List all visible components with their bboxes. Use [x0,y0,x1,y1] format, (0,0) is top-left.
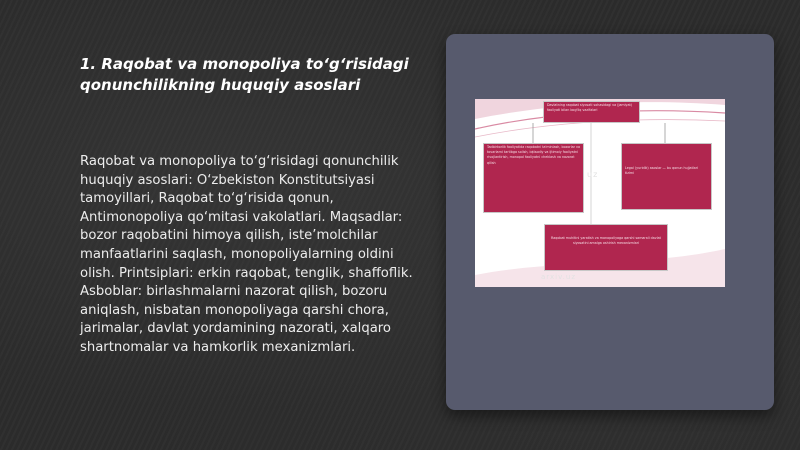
diagram-box-top: Davlatning raqobat siyosati sohasidagi va (jamiyat) faoliyati bilan bog'liq vazifalari [543,101,640,123]
diagram-image [475,99,725,287]
diagram-box-bottom: Raqobat muhitini yaratish va monopoliyaga qarshi samarali davlat siyosatini amalga oshirish mexanizmlari [544,224,668,271]
diagram-box-left: Tadbirkorlik faoliyatida raqobatni ta'minlash, bozorlar va tovarlarni tartibga solish, iqtisodiy va ijtimoiy faoliyatni rivojlantirish, monopol faoliyatni cheklash va nazorat qilish [483,143,584,213]
slide-title: 1. Raqobat va monopoliya to‘g‘risidagi qonunchilikning huquqiy asoslari [80,55,409,94]
watermark-text: uz [587,170,599,179]
slide-body-text: Raqobat va monopoliya to‘g‘risidagi qonunchilik huquqiy asoslari: O‘zbekiston Konstitutsiyasi tamoyillari, Raqobat to‘g‘risida qonun, Antimonopoliya qo‘mitasi vakolatlari. Maqsadlar: bozor raqobatini himoya qilish, iste’molchilar manfaatlarini saqlash, monopoliyalarning oldini olish. Printsiplari: erkin raqobat, tenglik, shaffoflik. Asboblar: birlashmalarni nazorat qilish, bozoru aniqlash, nisbatan monopoliyaga qarshi chora, jarimalar, davlat yordamining nazorati, xalqaro shartnomalar va hamkorlik mexanizmlari. [80,154,413,355]
diagram-box-right: Legal (yuridik) asoslar — bu qonun hujjatlari tizimi [621,143,712,210]
watermark-text-bottom: arxiv.uz [541,273,577,281]
